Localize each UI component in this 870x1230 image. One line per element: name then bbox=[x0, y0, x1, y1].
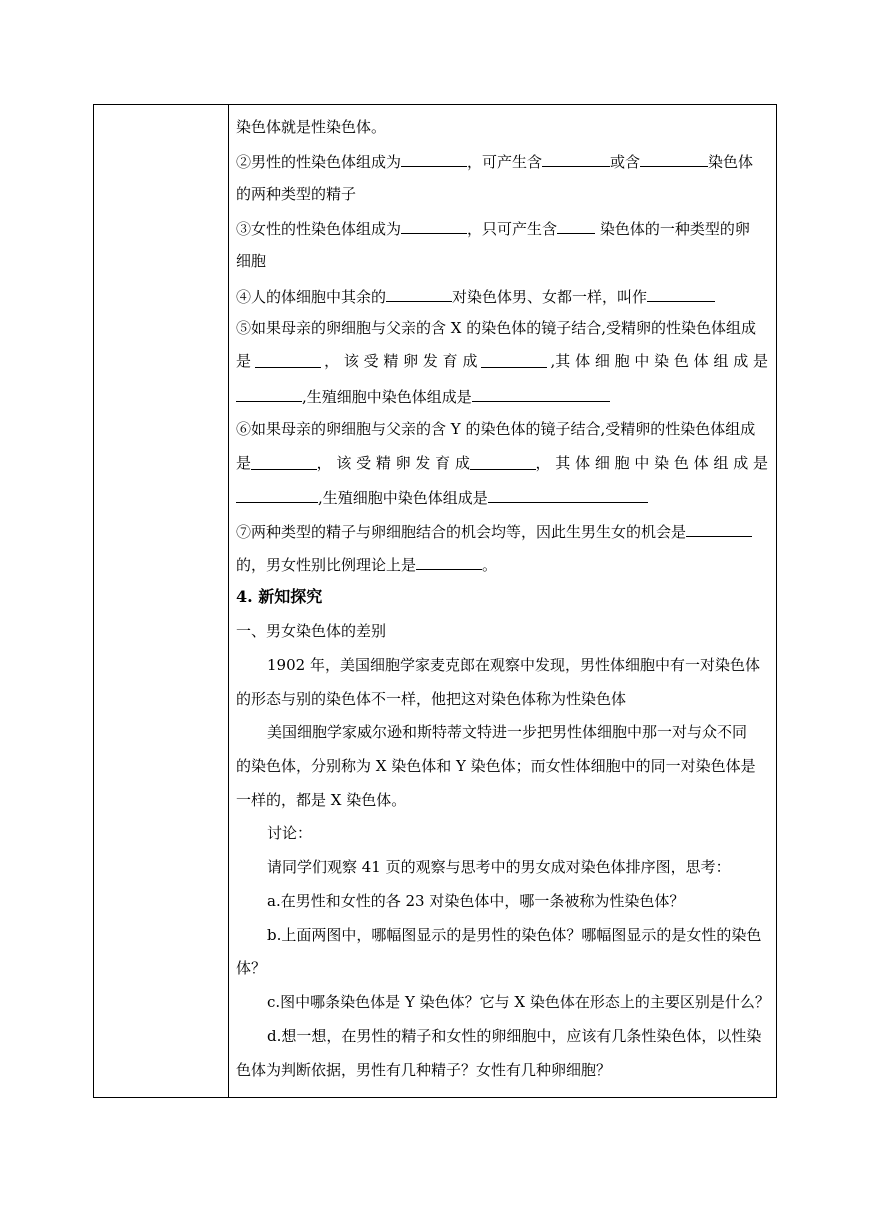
fill-blank[interactable] bbox=[386, 285, 452, 302]
question-c: c.图中哪条染色体是 Y 染色体？它与 X 染色体在形态上的主要区别是什么？ bbox=[267, 993, 770, 1011]
fill-blank[interactable] bbox=[401, 217, 467, 234]
paragraph-line: 美国细胞学家威尔逊和斯特蒂文特进一步把男性体细胞中那一对与众不同 bbox=[267, 723, 748, 741]
text-line: ③女性的性染色体组成为 ，只可产生含 染色体的一种类型的卵 bbox=[236, 217, 768, 239]
text-line: 染色体就是性染色体。 bbox=[236, 118, 387, 136]
text-line: ⑦两种类型的精子与卵细胞结合的机会均等，因此生男生女的机会是 bbox=[236, 520, 768, 542]
fill-blank[interactable] bbox=[481, 351, 547, 368]
question-b: 体？ bbox=[236, 959, 267, 977]
text-line: ⑥如果母亲的卵细胞与父亲的含 Y 的染色体的镜子结合,受精卵的性染色体组成 bbox=[236, 420, 756, 438]
paragraph-line: 的染色体，分别称为 X 染色体和 Y 染色体；而女性体细胞中的同一对染色体是 bbox=[236, 757, 756, 775]
fill-blank[interactable] bbox=[251, 453, 317, 470]
column-divider bbox=[228, 105, 229, 1097]
paragraph-line: 一样的，都是 X 染色体。 bbox=[236, 791, 407, 809]
fill-blank[interactable] bbox=[488, 486, 648, 503]
fill-blank[interactable] bbox=[236, 486, 318, 503]
fill-blank[interactable] bbox=[640, 150, 708, 167]
fill-blank[interactable] bbox=[557, 217, 595, 234]
fill-blank[interactable] bbox=[686, 520, 752, 537]
section-heading: 4. 新知探究 bbox=[236, 587, 323, 606]
question-d: 色体为判断依据，男性有几种精子？女性有几种卵细胞？ bbox=[236, 1061, 612, 1079]
fill-blank[interactable] bbox=[470, 453, 536, 470]
fill-blank[interactable] bbox=[647, 285, 715, 302]
fill-blank[interactable] bbox=[542, 150, 610, 167]
text-line: 的两种类型的精子 bbox=[236, 185, 357, 203]
subsection-title: 一、男女染色体的差别 bbox=[236, 622, 387, 640]
text-line: 的，男女性别比例理论上是 。 bbox=[236, 553, 768, 575]
text-line: 是 ， 该 受 精 卵 发 育 成 ,其 体 细 胞 中 染 色 体 组 成 是 bbox=[236, 352, 768, 370]
question-b: b.上面两图中，哪幅图显示的是男性的染色体？哪幅图显示的是女性的染色 bbox=[267, 926, 762, 944]
fill-blank[interactable] bbox=[236, 385, 302, 402]
paragraph-line: 1902 年，美国细胞学家麦克郎在观察中发现，男性体细胞中有一对染色体 bbox=[267, 656, 760, 674]
text-line: ,生殖细胞中染色体组成是 bbox=[236, 486, 768, 508]
fill-blank[interactable] bbox=[401, 150, 467, 167]
discussion-label: 讨论： bbox=[267, 824, 313, 842]
question-intro: 请同学们观察 41 页的观察与思考中的男女成对染色体排序图，思考： bbox=[267, 858, 731, 876]
text-line: ,生殖细胞中染色体组成是 bbox=[236, 385, 768, 407]
text-line: ⑤如果母亲的卵细胞与父亲的含 X 的染色体的镜子结合,受精卵的性染色体组成 bbox=[236, 319, 756, 337]
fill-blank[interactable] bbox=[255, 351, 321, 368]
question-a: a.在男性和女性的各 23 对染色体中，哪一条被称为性染色体？ bbox=[267, 892, 685, 910]
text-line: ④人的体细胞中其余的 对染色体男、女都一样，叫作 bbox=[236, 285, 768, 307]
fill-blank[interactable] bbox=[472, 385, 610, 402]
paragraph-line: 的形态与别的染色体不一样，他把这对染色体称为性染色体 bbox=[236, 690, 627, 708]
text-line: 细胞 bbox=[236, 252, 267, 270]
text-line: ②男性的性染色体组成为 ，可产生含 或含 染色体 bbox=[236, 150, 768, 172]
question-d: d.想一想，在男性的精子和女性的卵细胞中，应该有几条性染色体，以性染 bbox=[267, 1027, 762, 1045]
fill-blank[interactable] bbox=[416, 553, 482, 570]
text-line: 是 ， 该 受 精 卵 发 育 成 ， 其 体 细 胞 中 染 色 体 组 成 是 bbox=[236, 454, 768, 472]
lesson-table bbox=[93, 104, 777, 1098]
